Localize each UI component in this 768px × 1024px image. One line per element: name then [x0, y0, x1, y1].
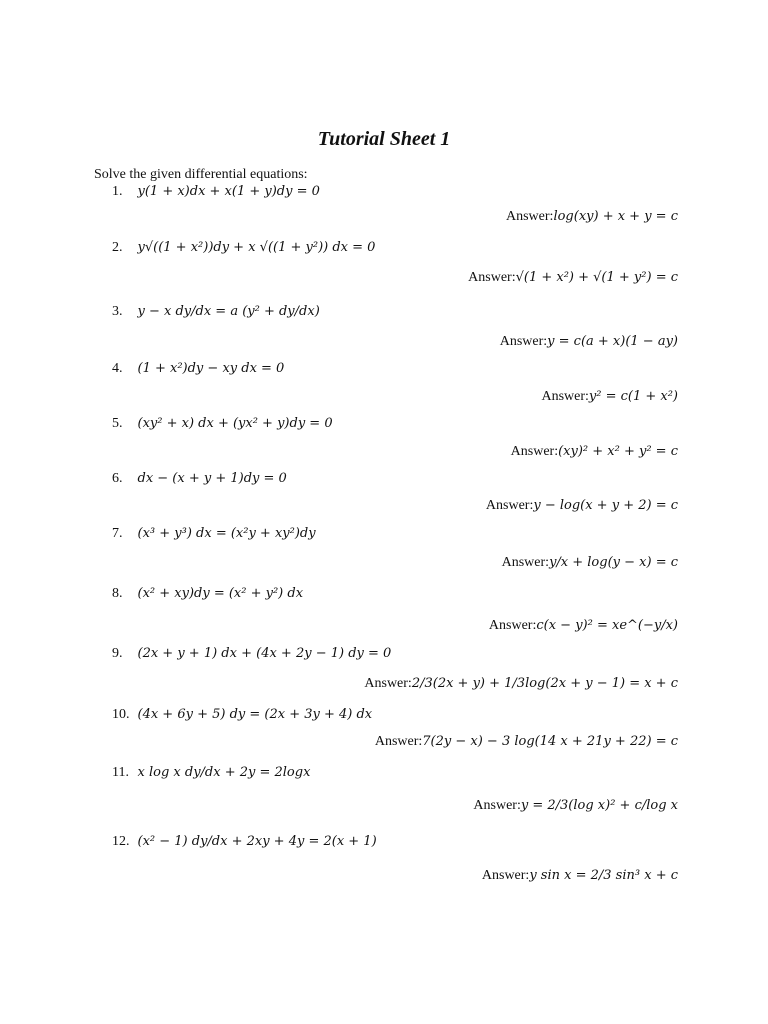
problem-6: [112, 471, 287, 487]
problem-equation: y(1 + x)dx + x(1 + y)dy = 0: [137, 184, 320, 199]
page-title: Tutorial Sheet 1: [317, 128, 451, 150]
answer-text: c(x − y)² = xe^(−y/x): [536, 618, 678, 633]
problem-equation: y√((1 + x²))dy + x √((1 + y²)) dx = 0: [137, 240, 376, 255]
answer-label: Answer:: [541, 389, 589, 404]
answer-label: Answer:: [481, 868, 530, 883]
answer-text: (xy)² + x² + y² = c: [558, 444, 678, 459]
problem-9: [112, 646, 391, 662]
answer-10: [375, 734, 678, 750]
answer-text: y sin x = 2/3 sin³ x + c: [529, 868, 678, 883]
problem-equation: (4x + 6y + 5) dy = (2x + 3y + 4) dx: [137, 707, 373, 722]
answer-label: Answer:: [488, 618, 537, 633]
problem-equation: (2x + y + 1) dx + (4x + 2y − 1) dy = 0: [137, 646, 392, 661]
problem-equation: (x² − 1) dy/dx + 2xy + 4y = 2(x + 1): [137, 834, 377, 849]
problem-equation: y − x dy/dx = a (y² + dy/dx): [137, 304, 320, 319]
answer-text: y = 2/3(log x)² + c/log x: [520, 798, 678, 813]
problem-number: 3.: [112, 304, 123, 319]
problem-number: 5.: [112, 416, 123, 431]
answer-text: y − log(x + y + 2) = c: [533, 498, 678, 513]
answer-label: Answer:: [506, 209, 554, 224]
answer-label: Answer:: [485, 498, 534, 513]
problem-number: 12.: [112, 834, 130, 849]
answer-text: y² = c(1 + x²): [588, 389, 678, 404]
answer-7: [502, 555, 678, 571]
problem-1: [112, 184, 320, 200]
answer-12: [482, 868, 678, 884]
answer-11: [473, 798, 678, 814]
intro-text: Solve the given differential equations:: [94, 167, 308, 182]
problem-number: 6.: [112, 471, 123, 486]
problem-2: [112, 240, 375, 256]
problem-11: [112, 765, 310, 781]
answer-label: Answer:: [499, 334, 548, 349]
answer-text: y = c(a + x)(1 − ay): [547, 334, 678, 349]
problem-number: 9.: [112, 646, 123, 661]
answer-9: [364, 676, 678, 692]
problem-equation: (1 + x²)dy − xy dx = 0: [137, 361, 285, 376]
problem-equation: (x² + xy)dy = (x² + y²) dx: [137, 586, 304, 601]
problem-number: 8.: [112, 586, 123, 601]
answer-label: Answer:: [473, 798, 521, 813]
answer-4: [541, 389, 678, 405]
answer-2: [468, 270, 678, 286]
answer-text: √(1 + x²) + √(1 + y²) = c: [515, 270, 678, 285]
answer-5: [511, 444, 678, 460]
answer-text: 7(2y − x) − 3 log(14 x + 21y + 22) = c: [422, 734, 678, 749]
problem-equation: dx − (x + y + 1)dy = 0: [137, 471, 287, 486]
answer-label: Answer:: [468, 270, 516, 285]
problem-number: 2.: [112, 240, 123, 255]
problem-number: 7.: [112, 526, 123, 541]
answer-3: [500, 334, 678, 350]
problem-number: 4.: [112, 361, 123, 376]
answer-label: Answer:: [374, 734, 423, 749]
answer-label: Answer:: [501, 555, 550, 570]
problem-5: [112, 416, 333, 432]
problem-number: 10.: [112, 707, 130, 722]
answer-6: [486, 498, 678, 514]
problem-4: [112, 361, 284, 377]
problem-equation: (x³ + y³) dx = (x²y + xy²)dy: [137, 526, 316, 541]
answer-text: 2/3(2x + y) + 1/3log(2x + y − 1) = x + c: [411, 676, 678, 691]
problem-equation: (xy² + x) dx + (yx² + y)dy = 0: [137, 416, 333, 431]
answer-text: y/x + log(y − x) = c: [549, 555, 678, 570]
problem-number: 1.: [112, 184, 123, 199]
problem-7: [112, 526, 316, 542]
problem-8: [112, 586, 303, 602]
problem-number: 11.: [112, 765, 129, 780]
problem-equation: x log x dy/dx + 2y = 2logx: [137, 765, 311, 780]
answer-label: Answer:: [364, 676, 412, 691]
answer-text: log(xy) + x + y = c: [553, 209, 678, 224]
answer-8: [489, 618, 678, 634]
problem-10: [112, 707, 372, 723]
problem-3: [112, 304, 320, 320]
problem-12: [112, 834, 377, 850]
answer-label: Answer:: [510, 444, 559, 459]
answer-1: [506, 209, 678, 225]
